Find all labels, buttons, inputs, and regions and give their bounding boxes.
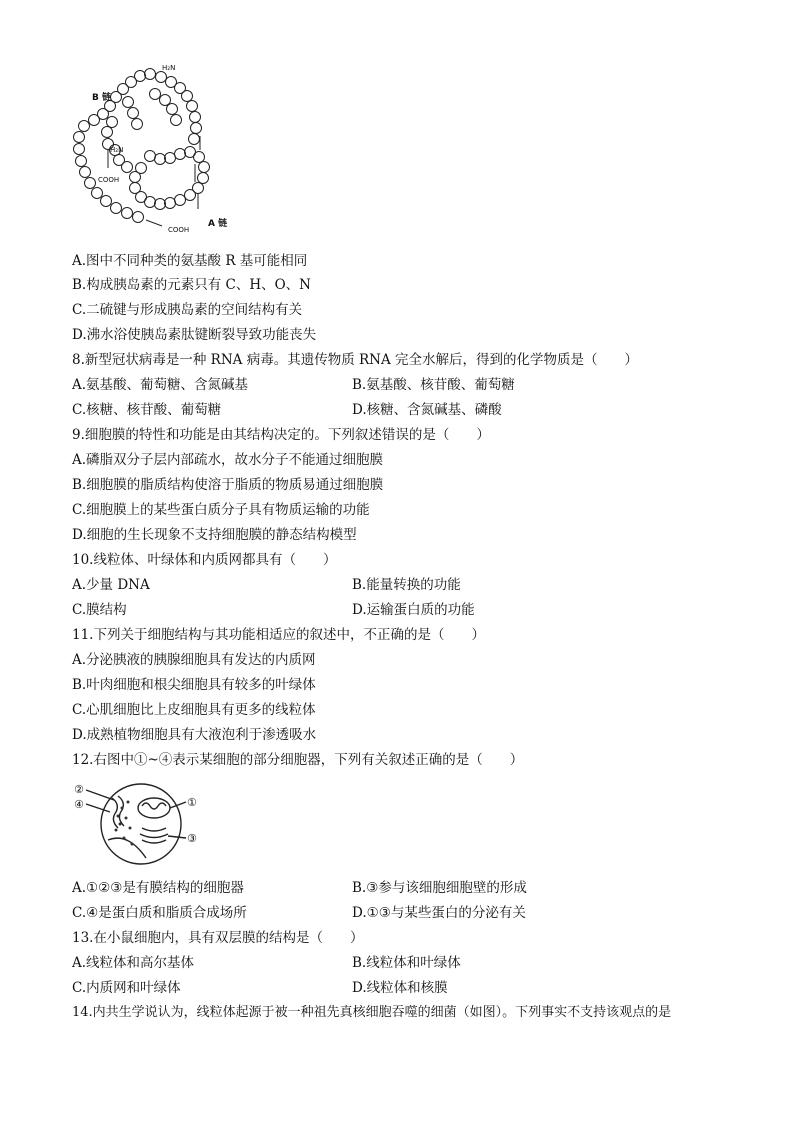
chain-b-label: B 链 [92,93,111,103]
q10-option-b: B.能量转换的功能 [352,577,461,593]
q13-option-b: B.线粒体和叶绿体 [352,955,461,971]
q8-option-a: A.氨基酸、葡萄糖、含氮碱基 [72,377,249,393]
q14-stem: 14.内共生学说认为，线粒体起源于被一种祖先真核细胞吞噬的细菌（如图）。下列事实不支持该观点的是 [72,1005,672,1020]
q11-option-d: D.成熟植物细胞具有大液泡利于渗透吸水 [72,727,317,743]
q8-stem: 8.新型冠状病毒是一种 RNA 病毒。其遗传物质 RNA 完全水解后，得到的化学物质是（ ） [72,352,638,368]
q7-option-c: C.二硫键与形成胰岛素的空间结构有关 [72,302,303,318]
q8-option-b: B.氨基酸、核苷酸、葡萄糖 [352,377,515,393]
q12-stem: 12.右图中①~④表示某细胞的部分细胞器，下列有关叙述正确的是（ ） [72,752,524,768]
q10-option-d: D.运输蛋白质的功能 [352,602,475,618]
organelle-label-4: ④ [74,798,84,811]
q12-option-a: A.①②③是有膜结构的细胞器 [72,880,244,896]
organelle-label-3: ③ [187,832,197,845]
q7-option-b: B.构成胰岛素的元素只有 C、H、O、N [72,277,311,293]
q11-option-b: B.叶肉细胞和根尖细胞具有较多的叶绿体 [72,677,316,693]
q7-option-d: D.沸水浴使胰岛素肽键断裂导致功能丧失 [72,327,317,343]
q9-option-a: A.磷脂双分子层内部疏水，故水分子不能通过细胞膜 [72,452,384,468]
q7-option-a: A.图中不同种类的氨基酸 R 基可能相同 [72,253,308,269]
q13-option-d: D.线粒体和核膜 [352,980,448,996]
insulin-structure-figure [70,64,240,236]
q13-option-c: C.内质网和叶绿体 [72,980,181,996]
q10-stem: 10.线粒体、叶绿体和内质网都具有（ ） [72,552,337,568]
organelle-label-1: ① [187,796,197,809]
q10-option-a: A.少量 DNA [72,577,150,593]
q13-option-a: A.线粒体和高尔基体 [72,955,195,971]
q8-option-c: C.核糖、核苷酸、葡萄糖 [72,402,222,418]
cooh-left-label: COOH [98,176,120,184]
q9-option-c: C.细胞膜上的某些蛋白质分子具有物质运输的功能 [72,502,370,518]
organelle-label-2: ② [74,783,84,796]
q9-option-b: B.细胞膜的脂质结构使溶于脂质的物质易通过细胞膜 [72,477,384,493]
cell-organelle-figure [72,778,207,870]
cooh-bottom-label: COOH [168,226,190,234]
q12-option-d: D.①③与某些蛋白的分泌有关 [352,905,526,921]
q11-option-a: A.分泌胰液的胰腺细胞具有发达的内质网 [72,652,316,668]
q9-stem: 9.细胞膜的特性和功能是由其结构决定的。下列叙述错误的是（ ） [72,427,490,443]
q11-option-c: C.心肌细胞比上皮细胞具有更多的线粒体 [72,702,316,718]
q12-option-c: C.④是蛋白质和脂质合成场所 [72,905,247,921]
chain-a-label: A 链 [208,219,228,229]
q11-stem: 11.下列关于细胞结构与其功能相适应的叙述中，不正确的是（ ） [72,627,485,643]
q13-stem: 13.在小鼠细胞内，具有双层膜的结构是（ ） [72,930,364,946]
q10-option-c: C.膜结构 [72,602,127,618]
h2n-mid-label: H₂N [110,146,124,154]
q9-option-d: D.细胞的生长现象不支持细胞膜的静态结构模型 [72,527,357,543]
q8-option-d: D.核糖、含氮碱基、磷酸 [352,402,502,418]
h2n-top-label: H₂N [162,64,176,72]
q12-option-b: B.③参与该细胞细胞壁的形成 [352,880,527,896]
